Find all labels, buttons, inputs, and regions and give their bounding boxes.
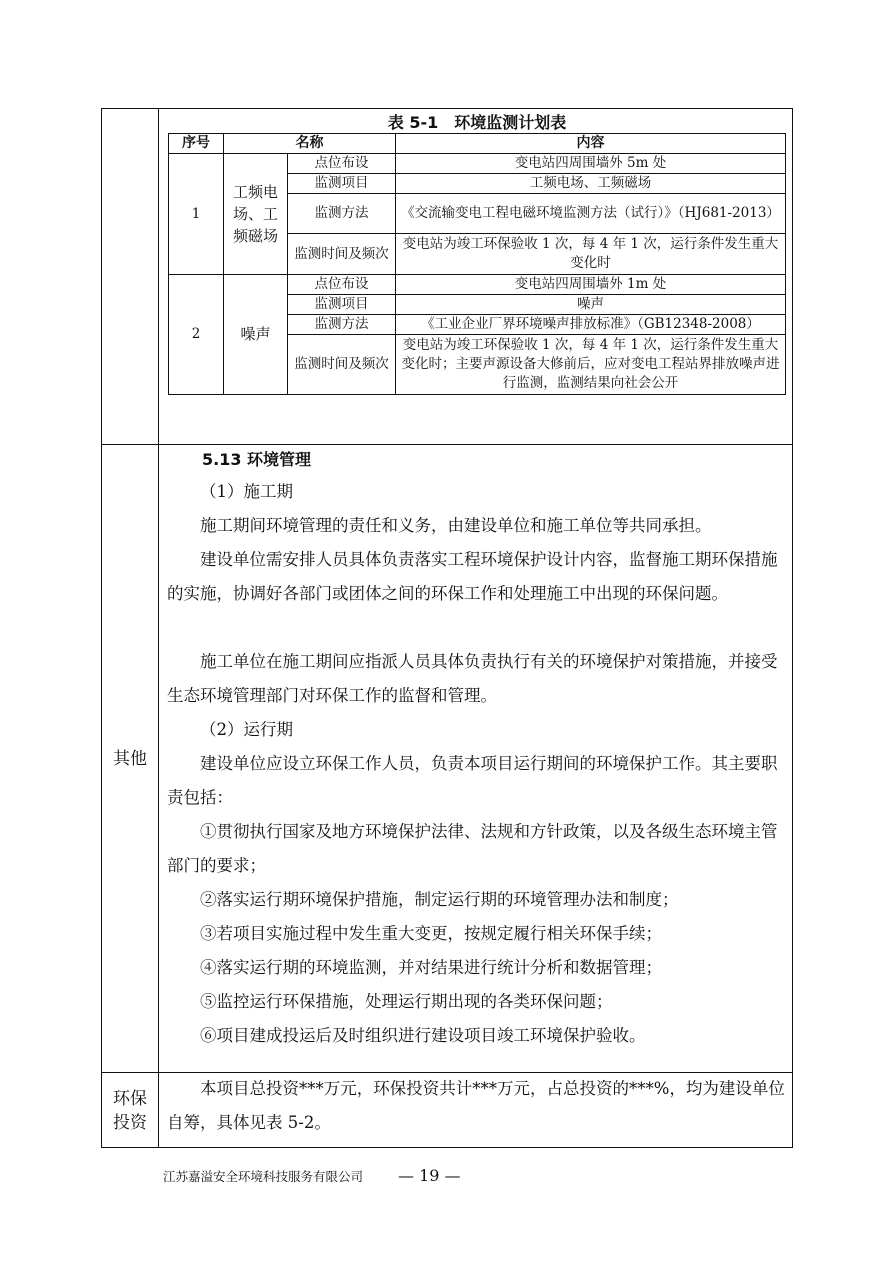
section-title: 5.13 环境管理 [202, 450, 312, 469]
investment-text: 本项目总投资***万元，环保投资共计***万元，占总投资的***%，均为建设单位自筹，具体见表 5-2。 [167, 1079, 785, 1132]
paragraph: （1）施工期 [200, 482, 293, 501]
row-divider-1 [102, 444, 792, 445]
paragraph: ①贯彻执行国家及地方环境保护法律、法规和方针政策，以及各级生态环境主管部门的要求； [167, 822, 778, 875]
item-content: 噪声 [396, 295, 786, 315]
item-label: 监测方法 [288, 315, 396, 335]
page-frame [101, 108, 793, 1148]
item-content: 变电站为竣工环保验收 1 次，每 4 年 1 次，运行条件发生重大变化时 [396, 234, 786, 275]
investment-label-line1: 环保 [113, 1089, 147, 1109]
label-column-divider [158, 109, 159, 1147]
header-content: 内容 [396, 134, 786, 154]
table-row [169, 275, 786, 295]
paragraph: ③若项目实施过程中发生重大变更，按规定履行相关环保手续； [200, 924, 662, 943]
paragraph: 建设单位需安排人员具体负责落实工程环境保护设计内容，监督施工期环保措施的实施，协调好各部门或团体之间的环保工作和处理施工中出现的环保问题。 [167, 550, 778, 603]
group-name: 噪声 [224, 275, 288, 395]
group-name: 工频电场、工频磁场 [224, 154, 288, 275]
section-label-investment [102, 1087, 158, 1135]
paragraph: 施工期间环境管理的责任和义务，由建设单位和施工单位等共同承担。 [200, 516, 712, 535]
group-no: 1 [169, 154, 224, 275]
item-content: 变电站四周围墙外 5m 处 [396, 154, 786, 174]
investment-label-line2: 投资 [113, 1113, 147, 1133]
paragraph: 施工单位在施工期间应指派人员具体负责执行有关的环境保护对策措施，并接受生态环境管理部门对环保工作的监督和管理。 [167, 652, 778, 705]
item-content: 变电站为竣工环保验收 1 次，每 4 年 1 次，运行条件发生重大变化时；主要声源设备大修前后，应对变电工程站界排放噪声进行监测，监测结果向社会公开 [396, 335, 786, 395]
group-no: 2 [169, 275, 224, 395]
paragraph: 建设单位应设立环保工作人员，负责本项目运行期间的环境保护工作。其主要职责包括： [167, 754, 778, 807]
item-content: 《工业企业厂界环境噪声排放标准》（GB12348-2008） [396, 315, 786, 335]
table-row [169, 154, 786, 174]
section-label-other: 其他 [113, 749, 147, 769]
paragraph: ⑥项目建成投运后及时组织进行建设项目竣工环境保护验收。 [200, 1026, 646, 1045]
item-content: 变电站四周围墙外 1m 处 [396, 275, 786, 295]
item-label: 监测时间及频次 [288, 335, 396, 395]
item-label: 监测时间及频次 [288, 234, 396, 275]
item-label: 监测方法 [288, 194, 396, 234]
page-number: — 19 — [398, 1166, 461, 1185]
item-label: 监测项目 [288, 174, 396, 194]
footer-company: 江苏嘉溢安全环境科技服务有限公司 [163, 1169, 364, 1184]
item-label: 点位布设 [288, 275, 396, 295]
paragraph: ②落实运行期环境保护措施，制定运行期的环境管理办法和制度； [200, 890, 679, 909]
item-content: 工频电场、工频磁场 [396, 174, 786, 194]
item-label: 监测项目 [288, 295, 396, 315]
monitoring-plan-table [168, 133, 786, 395]
paragraph: ④落实运行期的环境监测，并对结果进行统计分析和数据管理； [200, 958, 662, 977]
table-header-row [169, 134, 786, 154]
item-content: 《交流输变电工程电磁环境监测方法（试行）》（HJ681-2013） [396, 194, 786, 234]
header-name: 名称 [224, 134, 396, 154]
paragraph: ⑤监控运行环保措施，处理运行期出现的各类环保问题； [200, 992, 613, 1011]
item-label: 点位布设 [288, 154, 396, 174]
table-title: 表 5-1 环境监测计划表 [387, 113, 567, 132]
paragraph: （2）运行期 [200, 720, 293, 739]
header-no: 序号 [169, 134, 224, 154]
